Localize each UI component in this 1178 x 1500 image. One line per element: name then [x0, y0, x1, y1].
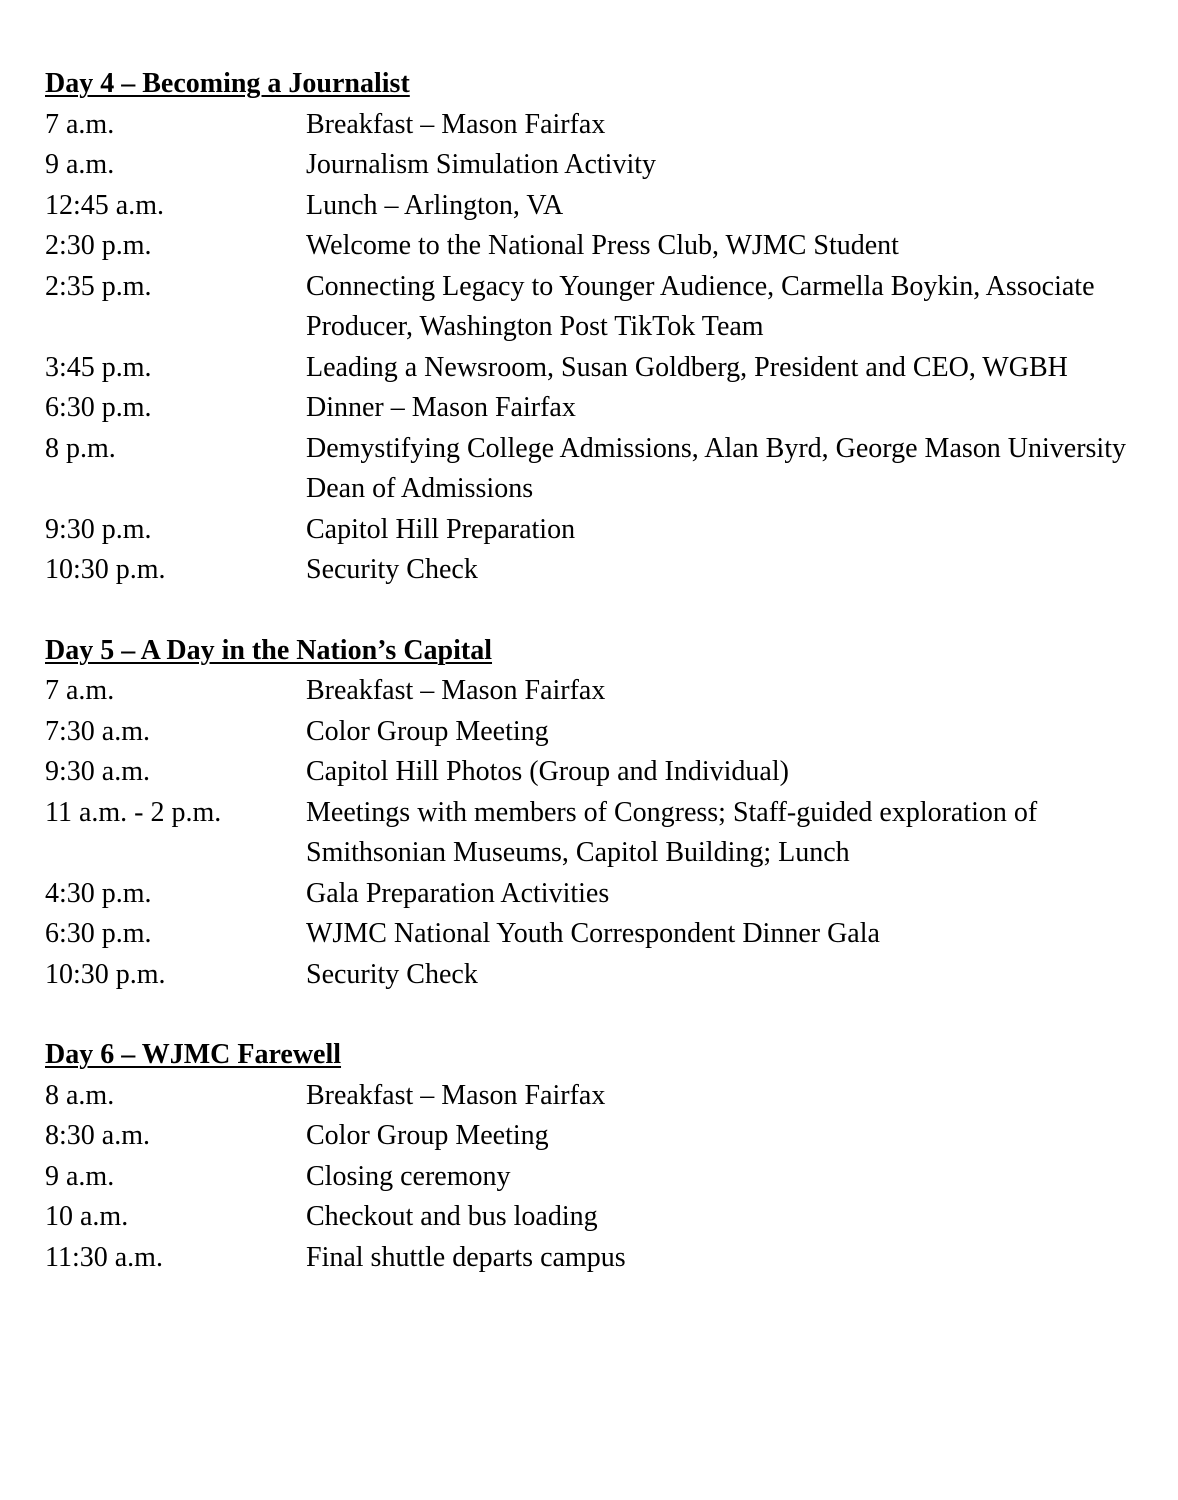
- entry-time: 7:30 a.m.: [45, 715, 150, 747]
- entry-time: 9:30 p.m.: [45, 513, 152, 545]
- schedule-entry: [45, 429, 1155, 510]
- entry-activity: WJMC National Youth Correspondent Dinner Gala: [306, 918, 880, 949]
- entry-time: 10 a.m.: [45, 1201, 129, 1232]
- entry-time: 4:30 p.m.: [45, 877, 152, 909]
- entry-activity: Closing ceremony: [306, 1160, 511, 1192]
- entry-activity: Dinner – Mason Fairfax: [306, 392, 576, 423]
- entry-activity: Breakfast – Mason Fairfax: [306, 675, 606, 706]
- schedule-entry: [45, 1238, 1155, 1279]
- day-section-4: [45, 64, 1155, 591]
- schedule-entry: [45, 388, 1155, 429]
- day-section-6: [45, 1035, 1155, 1278]
- schedule-entry: [45, 1197, 1155, 1238]
- day-heading: Day 4 – Becoming a Journalist: [45, 68, 410, 99]
- schedule-entry: [45, 145, 1155, 186]
- entry-activity: Color Group Meeting: [306, 715, 549, 747]
- entry-time: 10:30 p.m.: [45, 554, 166, 585]
- entry-time: 11 a.m. - 2 p.m.: [45, 796, 222, 828]
- entry-activity: Color Group Meeting: [306, 1120, 549, 1151]
- entry-time: 10:30 p.m.: [45, 958, 166, 990]
- schedule-entry: [45, 1076, 1155, 1117]
- entry-time: 6:30 p.m.: [45, 918, 152, 949]
- entry-time: 9 a.m.: [45, 149, 115, 180]
- entry-activity: Checkout and bus loading: [306, 1201, 598, 1232]
- entry-activity: Journalism Simulation Activity: [306, 149, 656, 180]
- entry-time: 7 a.m.: [45, 675, 115, 706]
- entry-activity: Breakfast – Mason Fairfax: [306, 1079, 606, 1111]
- entry-activity: Gala Preparation Activities: [306, 877, 610, 909]
- entry-time: 8:30 a.m.: [45, 1120, 150, 1151]
- day-heading: Day 6 – WJMC Farewell: [45, 1039, 342, 1070]
- schedule-entry: [45, 671, 1155, 712]
- schedule-entry: [45, 1116, 1155, 1157]
- entry-time: 8 a.m.: [45, 1079, 115, 1111]
- schedule-entry: [45, 105, 1155, 146]
- schedule-entry: [45, 267, 1155, 348]
- entry-activity: Capitol Hill Photos (Group and Individual): [306, 756, 789, 787]
- entry-time: 8 p.m.: [45, 432, 116, 464]
- entry-time: 12:45 a.m.: [45, 189, 164, 221]
- entry-activity: Leading a Newsroom, Susan Goldberg, President and CEO, WGBH: [306, 351, 1068, 383]
- entry-activity: Final shuttle departs campus: [306, 1241, 626, 1273]
- day-section-5: [45, 631, 1155, 996]
- entry-time: 11:30 a.m.: [45, 1241, 163, 1273]
- entry-activity: Security Check: [306, 554, 478, 585]
- schedule-entry: [45, 712, 1155, 753]
- schedule-entry: [45, 914, 1155, 955]
- schedule-entry: [45, 752, 1155, 793]
- entry-time: 7 a.m.: [45, 108, 115, 140]
- schedule-entry: [45, 186, 1155, 227]
- entry-time: 2:30 p.m.: [45, 230, 152, 261]
- schedule-entry: [45, 955, 1155, 996]
- entry-activity: Lunch – Arlington, VA: [306, 189, 564, 221]
- schedule-entry: [45, 348, 1155, 389]
- day-heading: Day 5 – A Day in the Nation’s Capital: [45, 634, 493, 666]
- schedule-entry: [45, 793, 1155, 874]
- entry-time: 2:35 p.m.: [45, 270, 152, 302]
- schedule-entry: [45, 1157, 1155, 1198]
- entry-time: 6:30 p.m.: [45, 392, 152, 423]
- schedule-entry: [45, 874, 1155, 915]
- entry-activity: Security Check: [306, 958, 478, 990]
- entry-activity: Breakfast – Mason Fairfax: [306, 108, 606, 140]
- entry-activity: Welcome to the National Press Club, WJMC Student: [306, 230, 899, 261]
- entry-activity: Capitol Hill Preparation: [306, 513, 576, 545]
- schedule-entry: [45, 550, 1155, 591]
- entry-activity: Connecting Legacy to Younger Audience, Carmella Boykin, Associate Producer, Washington Post TikTok Team: [306, 270, 1095, 342]
- entry-time: 3:45 p.m.: [45, 351, 152, 383]
- schedule-entry: [45, 510, 1155, 551]
- schedule-entry: [45, 226, 1155, 267]
- entry-time: 9:30 a.m.: [45, 756, 150, 787]
- entry-time: 9 a.m.: [45, 1160, 115, 1192]
- entry-activity: Meetings with members of Congress; Staff-guided exploration of Smithsonian Museums, Capitol Building; Lunch: [306, 796, 1038, 868]
- schedule-document: [45, 64, 1155, 1318]
- entry-activity: Demystifying College Admissions, Alan Byrd, George Mason University Dean of Admissions: [306, 432, 1126, 504]
